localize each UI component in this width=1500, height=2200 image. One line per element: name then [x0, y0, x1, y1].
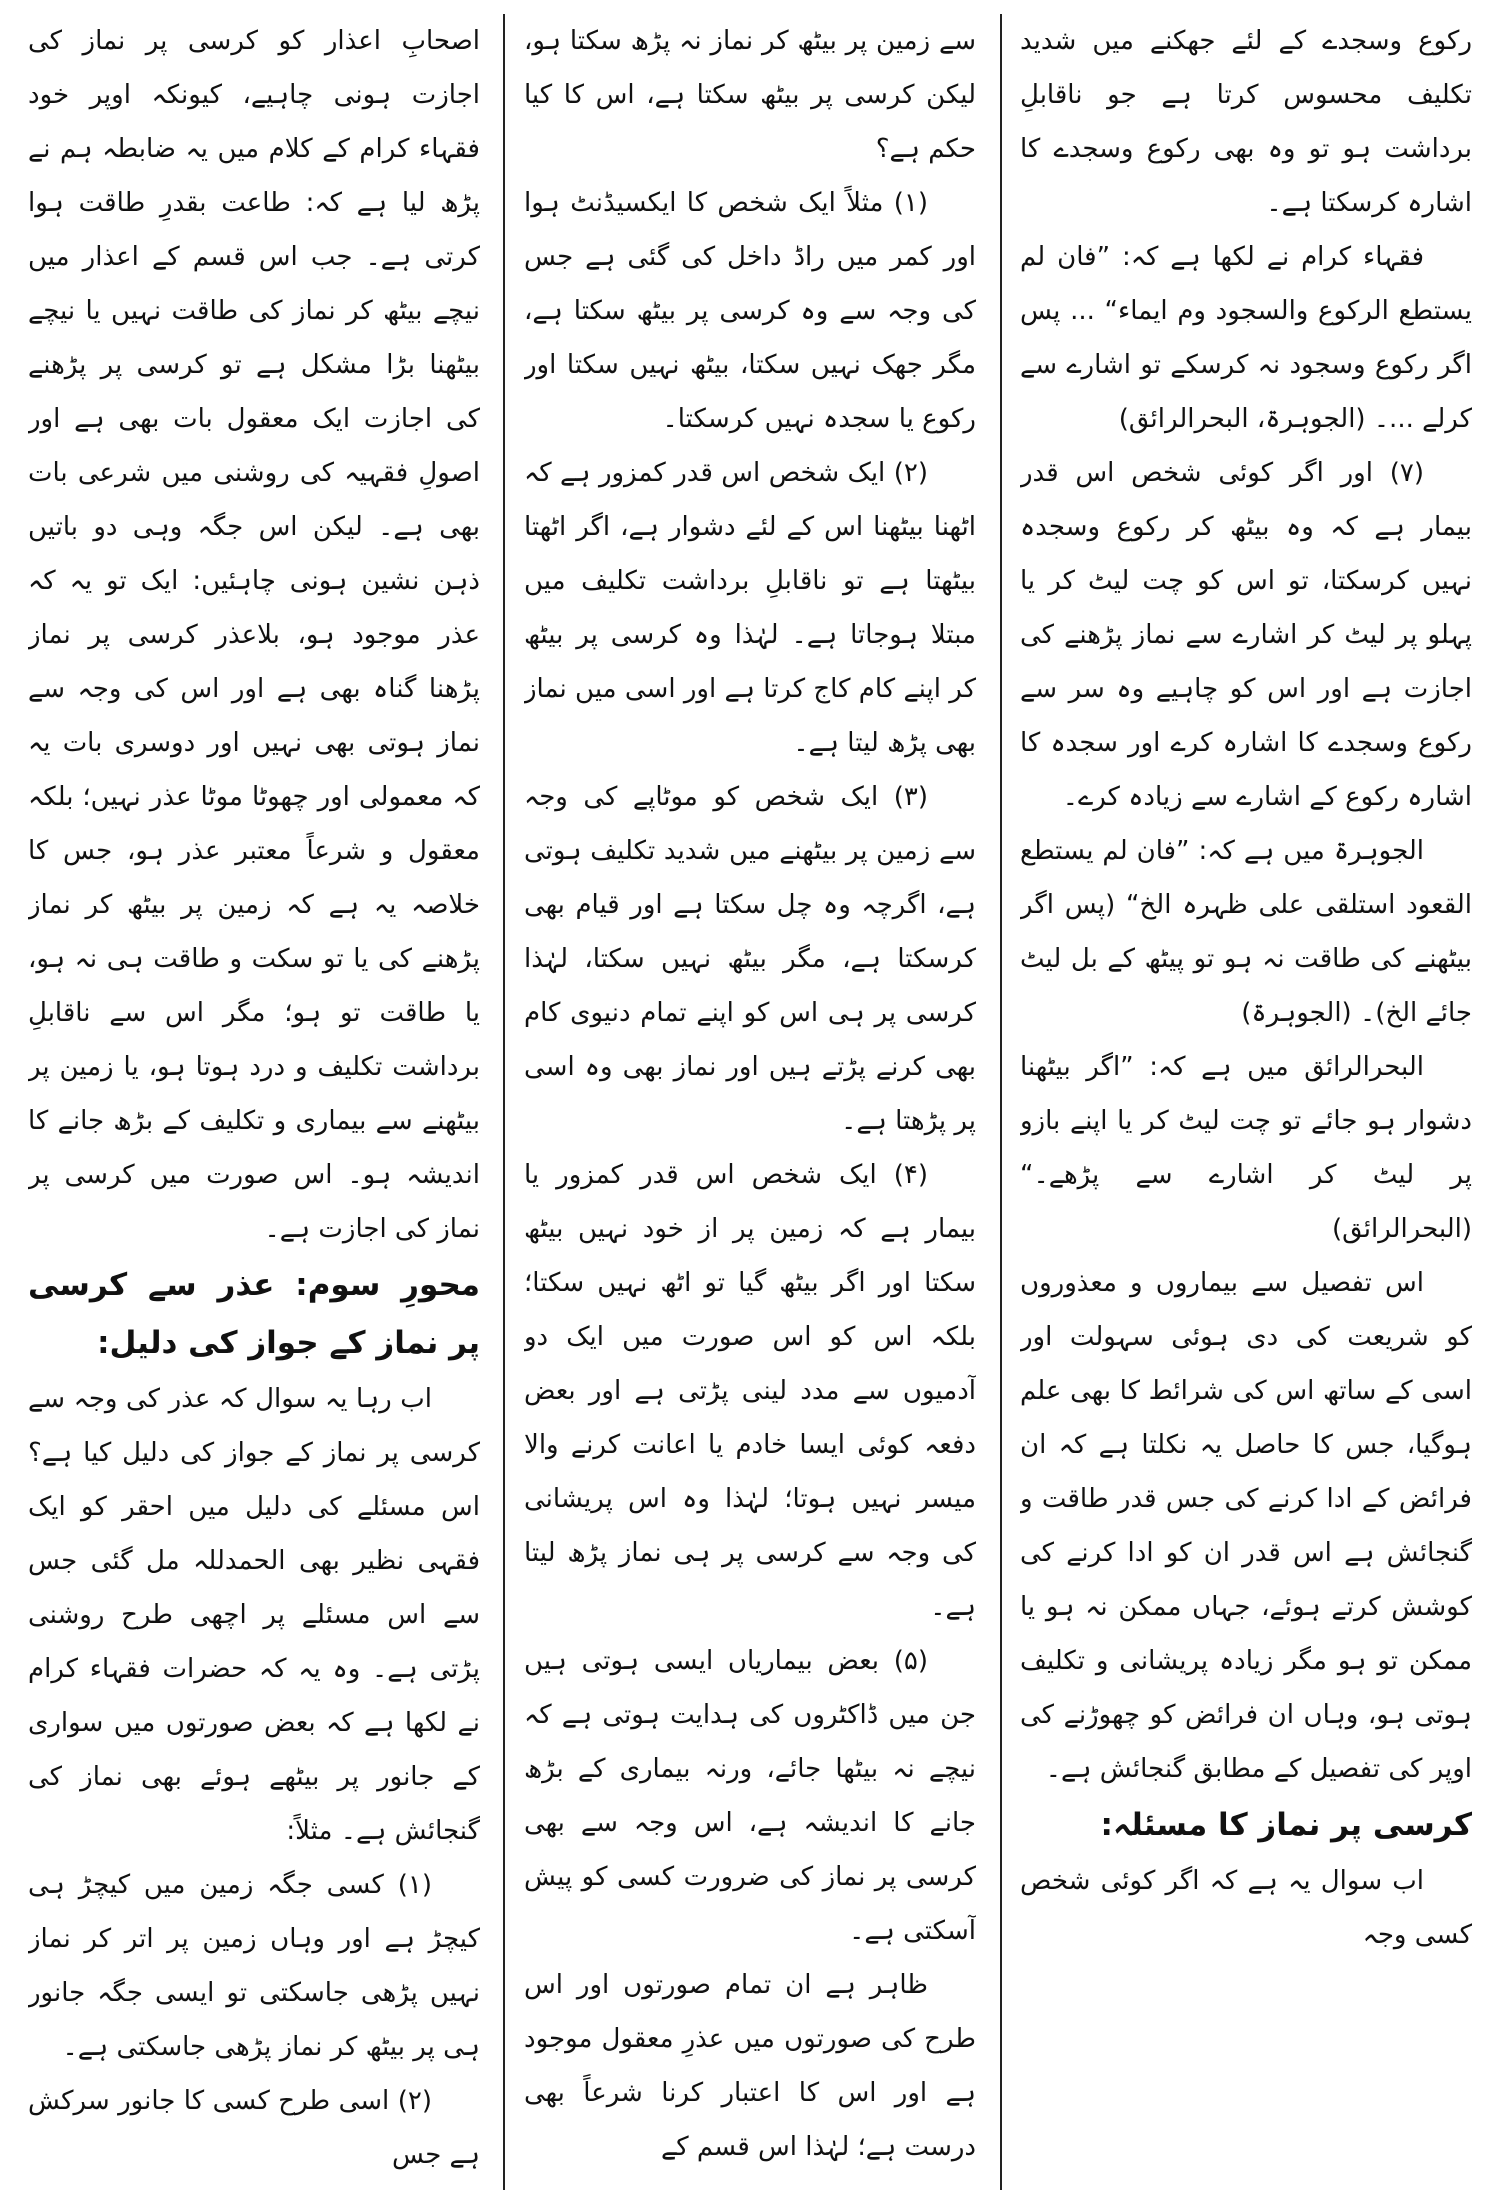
paragraph-case-1: (۱) مثلاً ایک شخص کا ایکسیڈنٹ ہوا اور کمر میں راڈ داخل کی گئی ہے جس کی وجہ سے وہ کرسی پر بیٹھ سکتا ہے، مگر جھک نہیں سکتا، بیٹھ نہیں سکتا اور رکوع یا سجدہ نہیں کرسکتا۔ — [524, 188, 976, 434]
paragraph: اب رہا یہ سوال کہ عذر کی وجہ سے کرسی پر نماز کے جواز کی دلیل کیا ہے؟ اس مسئلے کی دلیل میں احقر کو ایک فقہی نظیر بھی الحمدللہ مل گئی جس سے اس مسئلے پر اچھی طرح روشنی پڑتی ہے۔ وہ یہ کہ حضرات فقہاء کرام نے لکھا ہے کہ بعض صورتوں میں سواری کے جانور پر بیٹھے ہوئے بھی نماز کی گنجائش ہے۔ مثلاً: — [28, 1384, 480, 1846]
paragraph-example-1: (۱) کسی جگہ زمین میں کیچڑ ہی کیچڑ ہے اور وہاں زمین پر اتر کر نماز نہیں پڑھی جاسکتی تو ایسی جگہ جانور ہی پر بیٹھ کر نماز پڑھی جاسکتی ہے۔ — [28, 1870, 480, 2062]
paragraph-summary: اس تفصیل سے بیماروں و معذوروں کو شریعت کی دی ہوئی سہولت اور اسی کے ساتھ اس کی شرائط کا بھی علم ہوگیا، جس کا حاصل یہ نکلتا ہے کہ ان فرائض کے ادا کرنے کی جس قدر طاقت و گنجائش ہے اس قدر ان کو ادا کرنے کی کوشش کرتے ہوئے، جہاں ممکن نہ ہو یا ممکن تو ہو مگر زیادہ پریشانی و تکلیف ہوتی ہو، وہاں ان فرائض کو چھوڑنے کی اوپر کی تفصیل کے مطابق گنجائش ہے۔ — [1020, 1268, 1472, 1784]
paragraph: اصحابِ اعذار کو کرسی پر نماز کی اجازت ہونی چاہیے، کیونکہ اوپر خود فقہاء کرام کے کلام میں یہ ضابطہ ہم نے پڑھ لیا ہے کہ: طاعت بقدرِ طاقت ہوا کرتی ہے۔ جب اس قسم کے اعذار میں نیچے بیٹھ کر نماز کی طاقت نہیں یا نیچے بیٹھنا بڑا مشکل ہے تو کرسی پر پڑھنے کی اجازت ایک معقول بات بھی ہے اور اصولِ فقہیہ کی روشنی میں شرعی بات بھی ہے۔ لیکن اس جگہ وہی دو باتیں ذہن نشین ہونی چاہئیں: ایک تو یہ کہ عذر موجود ہو، بلاعذر کرسی پر نماز پڑھنا گناہ بھی ہے اور اس کی وجہ سے نماز ہوتی بھی نہیں اور دوسری بات یہ کہ معمولی اور چھوٹا موٹا عذر نہیں؛ بلکہ معقول و شرعاً معتبر عذر ہو، جس کا خلاصہ یہ ہے کہ زمین پر بیٹھ کر نماز پڑھنے کی یا تو سکت و طاقت ہی نہ ہو، یا طاقت تو ہو؛ مگر اس سے ناقابلِ برداشت تکلیف و درد ہوتا ہو، یا زمین پر بیٹھنے سے بیماری و تکلیف کے بڑھ جانے کا اندیشہ ہو۔ اس صورت میں کرسی پر نماز کی اجازت ہے۔ — [28, 26, 480, 1244]
paragraph-bahr-quote: البحرالرائق میں ہے کہ: ”اگر بیٹھنا دشوار ہو جائے تو چت لیٹ کر یا اپنے بازو پر لیٹ کر اشارے سے پڑھے۔“ (البحرالرائق) — [1020, 1052, 1472, 1244]
paragraph-point-7: (۷) اور اگر کوئی شخص اس قدر بیمار ہے کہ وہ بیٹھ کر رکوع وسجدہ نہیں کرسکتا، تو اس کو چت لیٹ کر یا پہلو پر لیٹ کر اشارے سے نماز پڑھنے کی اجازت ہے اور اس کو چاہیے وہ سر سے رکوع وسجدے کا اشارہ کرے اور سجدہ کا اشارہ رکوع کے اشارے سے زیادہ کرے۔ — [1020, 458, 1472, 812]
paragraph-case-4: (۴) ایک شخص اس قدر کمزور یا بیمار ہے کہ زمین پر از خود نہیں بیٹھ سکتا اور اگر بیٹھ گیا تو اٹھ نہیں سکتا؛ بلکہ اس کو اس صورت میں ایک دو آدمیوں سے مدد لینی پڑتی ہے اور بعض دفعہ کوئی ایسا خادم یا اعانت کرنے والا میسر نہیں ہوتا؛ لہٰذا وہ اس پریشانی کی وجہ سے کرسی پر ہی نماز پڑھ لیتا ہے۔ — [524, 1160, 976, 1622]
paragraph-fiqh-quote: فقہاء کرام نے لکھا ہے کہ: ”فان لم یستطع الرکوع والسجود وم ایماء“ ... پس اگر رکوع وسجود نہ کرسکے تو اشارے سے کرلے ...۔ (الجوہرۃ، البحرالرائق) — [1020, 242, 1472, 434]
column-middle — [524, 14, 976, 2190]
column-right — [1020, 14, 1472, 2190]
paragraph: سے زمین پر بیٹھ کر نماز نہ پڑھ سکتا ہو، لیکن کرسی پر بیٹھ سکتا ہے، اس کا کیا حکم ہے؟ — [524, 26, 976, 164]
column-left — [28, 14, 480, 2190]
paragraph: رکوع وسجدے کے لئے جھکنے میں شدید تکلیف محسوس کرتا ہے جو ناقابلِ برداشت ہو تو وہ بھی رکوع وسجدے کا اشارہ کرسکتا ہے۔ — [1020, 26, 1472, 218]
paragraph-case-2: (۲) ایک شخص اس قدر کمزور ہے کہ اٹھنا بیٹھنا اس کے لئے دشوار ہے، اگر اٹھتا بیٹھتا ہے تو ناقابلِ برداشت تکلیف میں مبتلا ہوجاتا ہے۔ لہٰذا وہ کرسی پر بیٹھ کر اپنے کام کاج کرتا ہے اور اسی میں نماز بھی پڑھ لیتا ہے۔ — [524, 458, 976, 758]
column-divider — [1000, 14, 1002, 2190]
section-heading: کرسی پر نماز کا مسئلہ: — [1100, 1807, 1472, 1843]
paragraph-case-3: (۳) ایک شخص کو موٹاپے کی وجہ سے زمین پر بیٹھنے میں شدید تکلیف ہوتی ہے، اگرچہ وہ چل سکتا ہے اور قیام بھی کرسکتا ہے، مگر بیٹھ نہیں سکتا، لہٰذا کرسی پر ہی اس کو اپنے تمام دنیوی کام بھی کرنے پڑتے ہیں اور نماز بھی وہ اسی پر پڑھتا ہے۔ — [524, 782, 976, 1136]
paragraph-example-2: (۲) اسی طرح کسی کا جانور سرکش ہے جس — [28, 2086, 480, 2170]
paragraph: ظاہر ہے ان تمام صورتوں اور اس طرح کی صورتوں میں عذرِ معقول موجود ہے اور اس کا اعتبار کرنا شرعاً بھی درست ہے؛ لہٰذا اس قسم کے — [524, 1970, 976, 2162]
column-divider — [503, 14, 505, 2190]
paragraph-jawhara-quote: الجوہرۃ میں ہے کہ: ”فان لم یستطع القعود استلقی علی ظہرہ الخ“ (پس اگر بیٹھنے کی طاقت نہ ہو تو پیٹھ کے بل لیٹ جائے الخ)۔ (الجوہرۃ) — [1020, 836, 1472, 1028]
section-heading: محورِ سوم: عذر سے کرسی پر نماز کے جواز کی دلیل: — [28, 1267, 480, 1361]
paragraph-case-5: (۵) بعض بیماریاں ایسی ہوتی ہیں جن میں ڈاکٹروں کی ہدایت ہوتی ہے کہ نیچے نہ بیٹھا جائے، ورنہ بیماری کے بڑھ جانے کا اندیشہ ہے، اس وجہ سے بھی کرسی پر نماز کی ضرورت کسی کو پیش آسکتی ہے۔ — [524, 1646, 976, 1946]
paragraph: اب سوال یہ ہے کہ اگر کوئی شخص کسی وجہ — [1020, 1866, 1472, 1950]
